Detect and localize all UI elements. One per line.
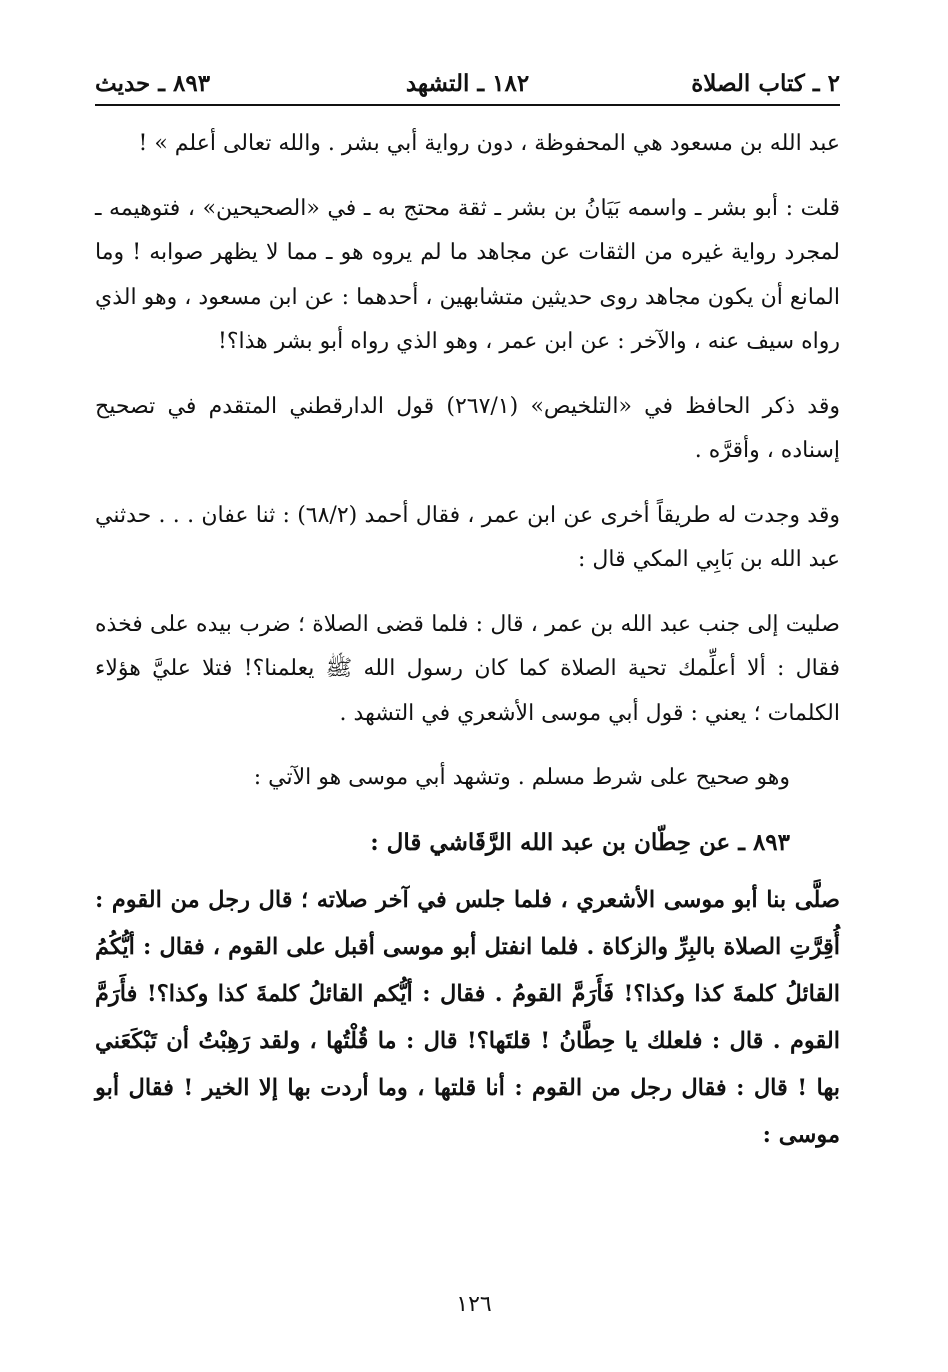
paragraph-grading: وهو صحيح على شرط مسلم . وتشهد أبي موسى هو الآتي : [253,765,790,790]
paragraph-other-route: وقد وجدت له طريقاً أخرى عن ابن عمر ، فقال أحمد (٦٨/٢) : ثنا عفان . . . حدثني عبد الله بن بَابِي المكي قال : [95,502,840,572]
hadith-body: صلَّى بنا أبو موسى الأشعري ، فلما جلس في آخر صلاته ؛ قال رجل من القوم : أُقِرَّتِ الصلاة بالبِرِّ والزكاة . فلما انفتل أبو موسى أقبل على القوم ، فقال : أيُّكُمُ القائلُ كلمةَ كذا وكذا؟! فَأَرَمَّ القومُ . فقال : أيُّكم القائلُ كلمةَ كذا وكذا؟! فأَرَمَّ القوم . قال : فلعلك يا حِطَّانُ ! قلتَها؟! قال : ما قُلْتُها ، ولقد رَهِبْتُ أن تَبْكَعَني بها ! قال : فقال رجل من القوم : أنا قلتها ، وما أردت بها إلا الخير ! فقال أبو موسى : [95,887,840,1148]
header-hadith-number: ٨٩٣ ـ حديث [95,70,211,97]
page-number: ١٢٦ [456,1292,492,1317]
hadith-heading: ٨٩٣ ـ عن حِطّان بن عبد الله الرَّقَاشي قال : [370,828,790,856]
running-header [95,66,840,106]
header-chapter-title: ١٨٢ ـ التشهد [405,70,530,97]
paragraph-talkhis-note: وقد ذكر الحافظ في «التلخيص» (٢٦٧/١) قول الدارقطني المتقدم في تصحيح إسناده ، وأقرَّه . [95,393,840,463]
paragraph-continuation: عبد الله بن مسعود هي المحفوظة ، دون رواية أبي بشر . والله تعالى أعلم » ! [138,131,840,156]
body-text [95,122,840,1179]
paragraph-commentary: قلت : أبو بشر ـ واسمه بَيَانُ بن بشر ـ ثقة محتج به ـ في «الصحيحين» ، فتوهيمه ـ لمجرد رواية غيره من الثقات عن مجاهد ما لم يروه هو ـ مما لا يظهر صوابه ! وما المانع أن يكون مجاهد روى حديثين متشابهين ، أحدهما : عن ابن مسعود ، وهو الذي رواه سيف عنه ، والآخر : عن ابن عمر ، وهو الذي رواه أبو بشر هذا؟! [95,195,841,354]
header-book-title: ٢ ـ كتاب الصلاة [691,70,840,97]
paragraph-quoted-narration: صليت إلى جنب عبد الله بن عمر ، قال : فلما قضى الصلاة ؛ ضرب بيده على فخذه فقال : ألا أعلِّمك تحية الصلاة كما كان رسول الله ﷺ يعلمنا؟! فتلا عليَّ هؤلاء الكلمات ؛ يعني : قول أبي موسى الأشعري في التشهد . [95,611,840,726]
